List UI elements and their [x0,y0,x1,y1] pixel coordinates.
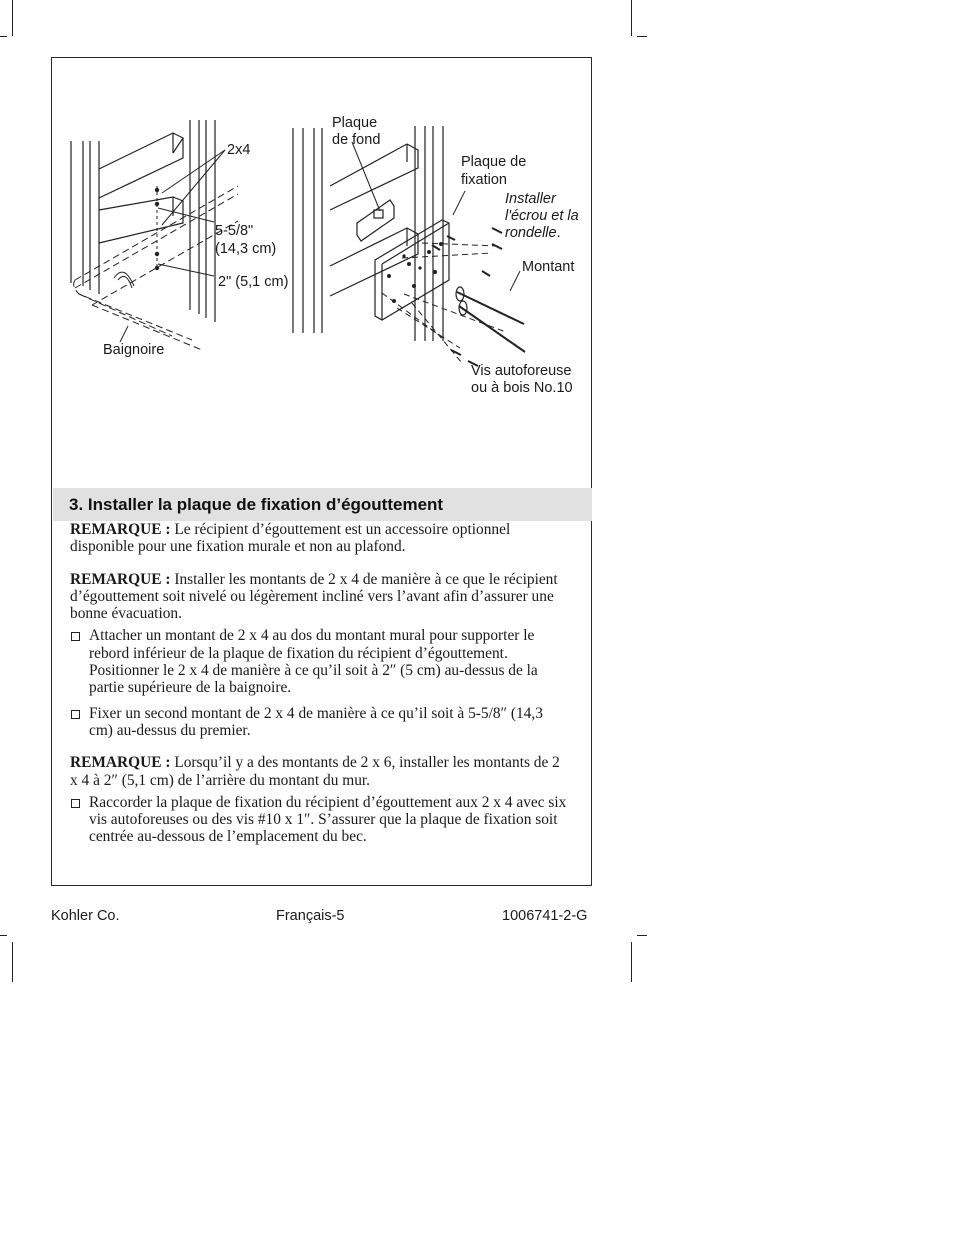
label-screws-line1: Vis autoforeuse [471,363,572,379]
label-mounting-plate-line2: fixation [461,172,507,188]
label-mounting-plate-line1: Plaque de [461,154,527,170]
crop-mark [637,935,647,936]
upper-2x4 [99,133,183,198]
crop-mark [12,0,13,36]
label-spacing-lower: 2" (5,1 cm) [218,274,289,290]
crop-mark [631,942,632,982]
right-2x4-lower [330,228,418,296]
note-label: REMARQUE : [70,570,171,588]
label-screws-line2: ou à bois No.10 [471,380,573,396]
label-install-nut-line2: l'écrou et la [505,208,579,224]
section-header [53,488,592,521]
checkbox-bullet-icon [71,632,80,641]
list-item: Raccorder la plaque de fixation du récipient d’égouttement aux 2 x 4 avec six vis autoforeuses ou des vis #10 x 1″. S’assurer que la plaque de fixation soit centrée au-dessous de l’emplacement du bec. [70,794,570,846]
crop-mark [637,36,647,37]
right-2x4-upper [330,144,418,210]
label-2x4: 2x4 [227,142,251,158]
threaded-rods [457,292,525,352]
list-item: Attacher un montant de 2 x 4 au dos du montant mural pour supporter le rebord inférieur de la plaque de fixation du récipient d’égouttement. Positionner le 2 x 4 de manière à ce qu’il soit à 2″ (5 cm) au-dessus de la partie supérieure de la baignoire. [70,627,570,696]
footer-page-number: Français-5 [276,908,345,924]
note-label: REMARQUE : [70,521,171,538]
left-leaders [120,150,225,342]
crop-mark [0,36,7,37]
page-frame [51,57,592,886]
lower-2x4 [99,197,183,243]
checkbox-bullet-icon [71,710,80,719]
note-1: REMARQUE : Le récipient d’égouttement est un accessoire optionnel disponible pour une fixation murale et non au plafond. [70,521,511,556]
crop-mark [0,935,7,936]
backing-plate [357,200,394,241]
label-spacing-upper: 5-5/8" [215,223,254,239]
label-bathtub: Baignoire [103,342,165,358]
mounting-plate [375,220,449,320]
label-stud: Montant [522,259,575,275]
label-backing-plate-line2: de fond [332,132,381,148]
footer-doc-number: 1006741-2-G [502,908,588,924]
note-2: REMARQUE : Installer les montants de 2 x 4 de manière à ce que le récipient d’égouttement soit nivelé ou légèrement incliné vers l’avant afin d’assurer une bonne évacuation. [70,570,558,623]
section-title: 3. Installer la plaque de fixation d’égouttement [69,495,444,514]
instructions-body [70,521,570,846]
left-studs [71,120,215,322]
crop-mark [12,942,13,982]
label-install-nut-line1: Installer [505,191,556,207]
label-install-nut-line3: rondelle. [505,225,561,241]
note-label: REMARQUE : [70,754,171,772]
note-3: REMARQUE : Lorsqu’il y a des montants de 2 x 6, installer les montants de 2 x 4 à 2″ (5,1 cm) de l’arrière du montant du mur. [70,754,560,789]
footer-company: Kohler Co. [51,908,120,924]
list-item: Fixer un second montant de 2 x 4 de manière à ce qu’il soit à 5-5/8″ (14,3 cm) au-dessus du premier. [70,705,570,740]
label-backing-plate-line1: Plaque [332,115,378,131]
crop-mark [631,0,632,36]
installation-illustration [52,58,591,478]
checkbox-bullet-icon [71,799,80,808]
label-spacing-upper-metric: (14,3 cm) [215,241,277,257]
